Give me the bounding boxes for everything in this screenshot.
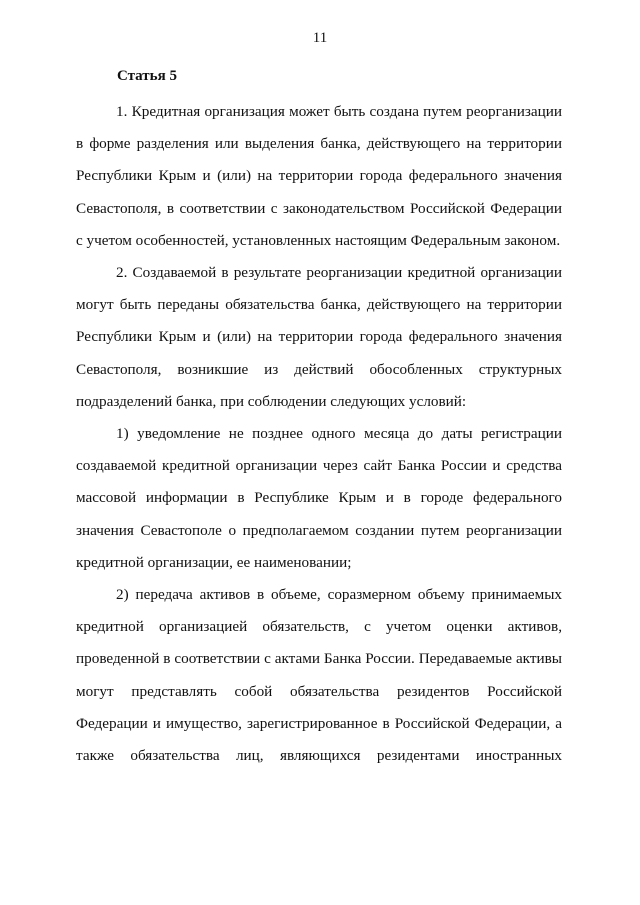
page-number: 11 — [312, 30, 328, 46]
paragraph-4: 2) передача активов в объеме, соразмерном объему принимаемых кредитной организацией обязательств, с учетом оценки активов, проведенной в соответствии с актами Банка России. Передаваемые активы могут представлять собой обязательства резидентов Российской Федерации и имущество, зарегистрированное в Российской Федерации, а также обязательства лиц, являющихся резидентами иностранных — [76, 586, 562, 765]
article-title: Статья 5 — [117, 68, 177, 84]
article-body — [76, 96, 562, 772]
paragraph-1: 1. Кредитная организация может быть создана путем реорганизации в форме разделения или выделения банка, действующего на территории Республики Крым и (или) на территории города федерального значения Севастополя, в соответствии с законодательством Российской Федерации с учетом особенностей, установленных настоящим Федеральным законом. — [76, 103, 562, 249]
paragraph-3: 1) уведомление не позднее одного месяца до даты регистрации создаваемой кредитной организации через сайт Банка России и средства массовой информации в Республике Крым и в городе федерального значения Севастополе о предполагаемом создании путем реорганизации кредитной организации, ее наименовании; — [76, 425, 562, 571]
paragraph-2: 2. Создаваемой в результате реорганизации кредитной организации могут быть переданы обязательства банка, действующего на территории Республики Крым и (или) на территории города федерального значения Севастополя, возникшие из действий обособленных структурных подразделений банка, при соблюдении следующих условий: — [76, 264, 562, 410]
